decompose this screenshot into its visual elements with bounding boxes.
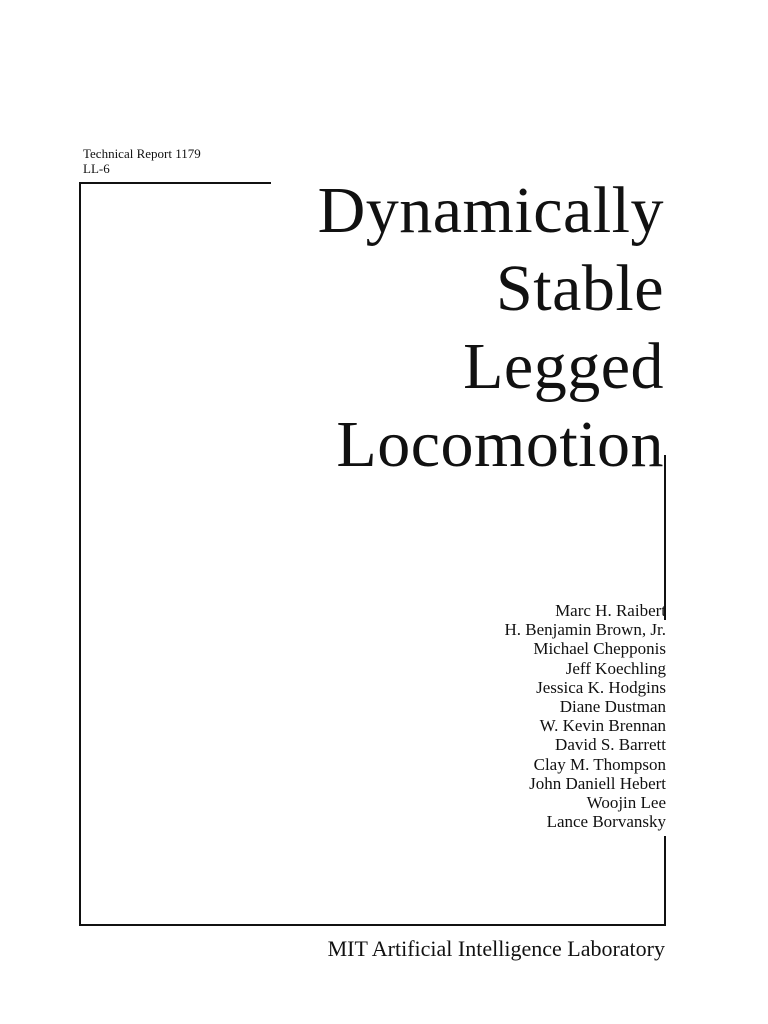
title-line: Legged	[463, 330, 664, 403]
author-name: H. Benjamin Brown, Jr.	[504, 620, 666, 640]
report-identifier	[83, 146, 201, 176]
author-name: Lance Borvansky	[546, 812, 666, 832]
report-series: LL-6	[83, 161, 110, 176]
author-name: Jeff Koechling	[565, 658, 666, 678]
frame-right-rule-upper	[664, 455, 666, 620]
author-name: John Daniell Hebert	[529, 773, 666, 793]
report-number: Technical Report 1179	[83, 146, 201, 161]
institution-name: MIT Artificial Intelligence Laboratory	[327, 936, 665, 961]
author-name: David S. Barrett	[555, 735, 666, 755]
author-name: Jessica K. Hodgins	[536, 677, 666, 697]
author-name: Diane Dustman	[559, 697, 666, 717]
author-list	[505, 601, 667, 831]
title-line: Dynamically	[317, 174, 664, 247]
frame-top-rule	[79, 182, 271, 184]
author-name: Marc H. Raibert	[555, 601, 666, 620]
author-name: Woojin Lee	[586, 793, 666, 813]
title-line: Locomotion	[336, 408, 664, 481]
author-name: Michael Chepponis	[533, 639, 666, 659]
frame-bottom-rule	[79, 924, 666, 926]
frame-right-rule-lower	[664, 836, 666, 926]
author-name: Clay M. Thompson	[533, 754, 666, 774]
document-title	[318, 172, 664, 484]
frame-left-rule	[79, 182, 81, 926]
title-line: Stable	[496, 252, 664, 325]
author-name: W. Kevin Brennan	[539, 716, 666, 736]
